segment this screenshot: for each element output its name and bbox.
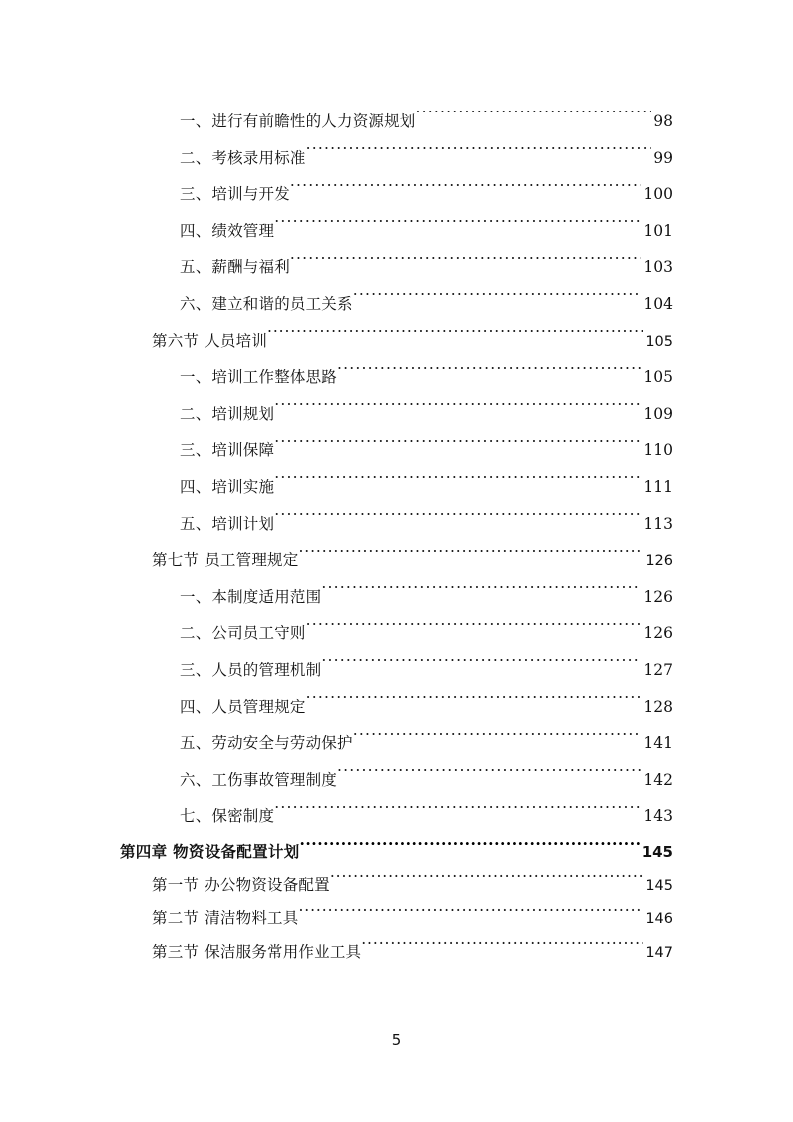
toc-entry-label: 五、培训计划 <box>180 514 275 533</box>
toc-entry-page-number: 105 <box>645 333 673 350</box>
toc-entry-page-number: 99 <box>653 148 673 167</box>
toc-entry-page-number: 142 <box>643 770 673 789</box>
toc-entry-label: 六、建立和谐的员工关系 <box>180 294 353 313</box>
toc-entry-page-number: 146 <box>645 911 673 928</box>
toc-entry-label: 一、培训工作整体思路 <box>180 368 338 387</box>
toc-entry-label: 一、本制度适用范围 <box>180 587 322 606</box>
toc-entry-item[interactable] <box>0 762 793 799</box>
toc-entry-label: 四、绩效管理 <box>180 221 275 240</box>
toc-chapter-sections <box>0 869 793 970</box>
toc-entry-page-number: 126 <box>643 624 673 643</box>
toc-entry-page-number: 145 <box>641 842 673 861</box>
dot-leader <box>416 111 652 127</box>
toc-entry-page-number: 113 <box>643 514 673 533</box>
toc-entry-item[interactable] <box>0 798 793 835</box>
toc-entry-item[interactable] <box>0 103 793 140</box>
toc-entry-page-number: 145 <box>645 877 673 894</box>
page-footer <box>0 1030 793 1049</box>
folio-page-number: 5 <box>391 1031 402 1049</box>
toc-entry-label: 二、公司员工守则 <box>180 624 306 643</box>
dot-leader <box>274 806 641 822</box>
toc-entry-item[interactable] <box>0 579 793 616</box>
toc-entry-item[interactable] <box>0 432 793 469</box>
dot-leader <box>274 220 641 236</box>
toc-entry-item[interactable] <box>0 396 793 433</box>
dot-leader <box>353 293 642 309</box>
toc-entry-item[interactable] <box>0 725 793 762</box>
toc-entry-page-number: 147 <box>645 944 673 961</box>
toc-entry-item[interactable] <box>0 652 793 689</box>
toc-entry-item[interactable] <box>0 140 793 177</box>
dot-leader <box>298 550 643 566</box>
toc-entry-item[interactable] <box>0 359 793 396</box>
toc-entry-item[interactable] <box>0 506 793 543</box>
dot-leader <box>274 440 641 456</box>
dot-leader <box>267 330 643 346</box>
toc-entry-item[interactable] <box>0 176 793 213</box>
toc-entry-section[interactable] <box>0 869 793 903</box>
toc-entry-label: 三、培训保障 <box>180 441 275 460</box>
toc-entry-label: 五、薪酬与福利 <box>180 258 290 277</box>
toc-entry-page-number: 128 <box>643 697 673 716</box>
toc-entry-page-number: 143 <box>643 807 673 826</box>
dot-leader <box>300 841 640 857</box>
toc-entry-page-number: 141 <box>643 734 673 753</box>
toc-entry-label: 二、培训规划 <box>180 404 275 423</box>
toc-entry-section[interactable] <box>0 902 793 936</box>
dot-leader <box>306 623 642 639</box>
toc-entry-item[interactable] <box>0 469 793 506</box>
dot-leader <box>353 733 642 749</box>
toc-entry-page-number: 126 <box>645 553 673 570</box>
dot-leader <box>337 769 641 785</box>
toc-entry-label: 六、工伤事故管理制度 <box>180 770 338 789</box>
dot-leader <box>321 659 641 675</box>
toc-entry-label: 二、考核录用标准 <box>180 148 306 167</box>
dot-leader <box>298 908 643 924</box>
toc-entry-label: 第四章 物资设备配置计划 <box>120 841 300 861</box>
toc-entry-label: 第一节 办公物资设备配置 <box>152 875 330 894</box>
toc-entry-page-number: 110 <box>643 441 673 460</box>
table-of-contents <box>0 103 793 969</box>
toc-entry-label: 第二节 清洁物料工具 <box>152 909 299 928</box>
dot-leader <box>274 476 641 492</box>
dot-leader <box>321 586 641 602</box>
toc-entry-label: 三、人员的管理机制 <box>180 660 322 679</box>
toc-entry-item[interactable] <box>0 689 793 726</box>
toc-entry-page-number: 104 <box>643 294 673 313</box>
toc-entry-label: 七、保密制度 <box>180 807 275 826</box>
toc-entry-label: 第七节 员工管理规定 <box>152 551 299 570</box>
dot-leader <box>330 874 643 890</box>
dot-leader <box>274 513 641 529</box>
toc-entry-label: 四、人员管理规定 <box>180 697 306 716</box>
dot-leader <box>337 367 641 383</box>
toc-entry-page-number: 111 <box>643 477 673 496</box>
toc-entry-label: 第六节 人员培训 <box>152 331 268 350</box>
dot-leader <box>306 696 642 712</box>
toc-entry-label: 一、进行有前瞻性的人力资源规划 <box>180 112 416 130</box>
toc-entry-label: 第三节 保洁服务常用作业工具 <box>152 942 362 961</box>
toc-entry-page-number: 100 <box>643 185 673 204</box>
dot-leader <box>306 147 652 163</box>
dot-leader <box>274 403 641 419</box>
dot-leader <box>290 184 642 200</box>
toc-entry-page-number: 126 <box>643 587 673 606</box>
toc-entry-label: 五、劳动安全与劳动保护 <box>180 734 353 753</box>
dot-leader <box>361 941 643 957</box>
toc-entry-page-number: 98 <box>653 112 673 130</box>
toc-entry-item[interactable] <box>0 249 793 286</box>
toc-entry-section[interactable] <box>0 542 793 579</box>
toc-entry-page-number: 127 <box>643 660 673 679</box>
toc-entry-item[interactable] <box>0 286 793 323</box>
toc-entry-page-number: 101 <box>643 221 673 240</box>
toc-entry-page-number: 103 <box>643 258 673 277</box>
toc-entry-item[interactable] <box>0 213 793 250</box>
dot-leader <box>290 257 642 273</box>
toc-entry-section[interactable] <box>0 936 793 970</box>
toc-entry-section[interactable] <box>0 323 793 360</box>
toc-entry-page-number: 105 <box>643 368 673 387</box>
toc-entry-label: 三、培训与开发 <box>180 185 290 204</box>
toc-entry-chapter[interactable] <box>0 835 793 869</box>
toc-entry-page-number: 109 <box>643 404 673 423</box>
toc-entry-item[interactable] <box>0 615 793 652</box>
toc-entry-label: 四、培训实施 <box>180 477 275 496</box>
